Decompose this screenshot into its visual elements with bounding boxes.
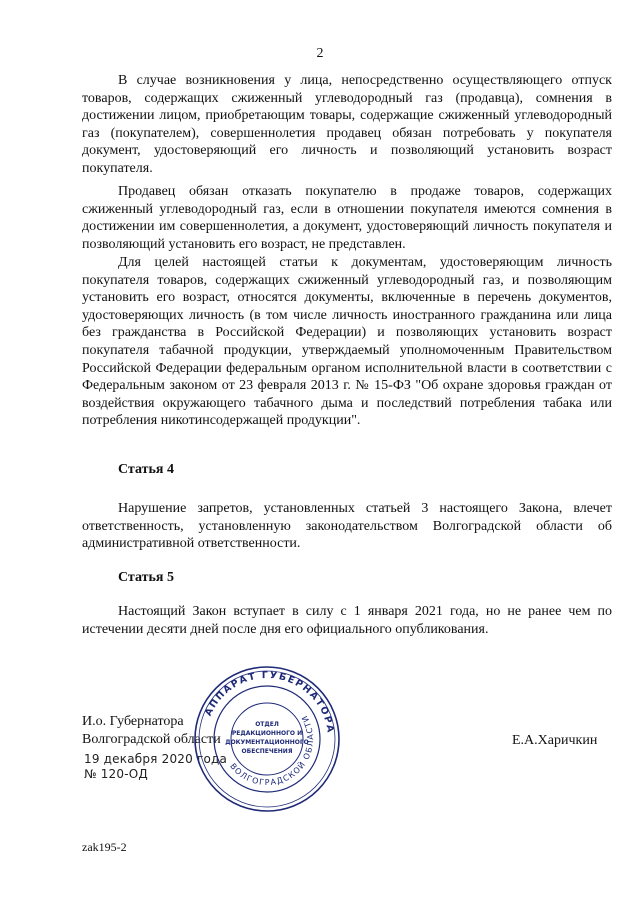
article-4-text: Нарушение запретов, установленных статьей 3 настоящего Закона, влечет ответственность, установленную законодательством Волгоградской области об административной ответственности. (82, 501, 612, 552)
article-5-text: Настоящий Закон вступает в силу с 1 января 2021 года, но не ранее чем по истечении десяти дней после дня его официального опубликования. (82, 604, 612, 637)
paragraph-3: Для целей настоящей статьи к документам, удостоверяющим личность покупателя товаров, содержащих сжиженный углеводородный газ, и позволяющим установить его возраст, относятся документы, включенные в перечень документов, удостоверяющих личность (в том числе личность иностранного гражданина или лица без гражданства в Российской Федерации) и позволяющих установить возраст покупателя табачной продукции, утверждаемый уполномоченным Правительством Российской Федерации федеральным органом исполнительной власти в соответствии с Федеральным законом от 23 февраля 2013 г. № 15-ФЗ "Об охране здоровья граждан от воздействия окружающего табачного дыма и последствий потребления табака или потребления никотинсодержащей продукции". (82, 255, 612, 429)
signatory-name: Е.А.Харичкин (512, 733, 598, 748)
seal-center-line-3: ДОКУМЕНТАЦИОННОГО (225, 739, 309, 746)
seal-center-line-2: РЕДАКЦИОННОГО И (231, 730, 303, 737)
official-seal (192, 664, 342, 814)
document-code: zak195-2 (82, 840, 127, 854)
law-number: № 120-ОД (84, 767, 148, 781)
paragraph-2: Продавец обязан отказать покупателю в продаже товаров, содержащих сжиженный углеводородный газ, если в отношении покупателя имеются сомнения в достижении им совершеннолетия, а документ, удостоверяющий личность покупателя и позволяющий установить его возраст, не представлен. (82, 184, 612, 252)
page-number: 2 (316, 46, 324, 61)
seal-center-line-1: ОТДЕЛ (255, 721, 279, 728)
paragraph-1: В случае возникновения у лица, непосредственно осуществляющего отпуск товаров, содержащих сжиженный углеводородный газ (продавца), сомнения в достижении лицом, приобретающим товары, содержащие сжиженный углеводородный газ (покупателем), совершеннолетия продавец обязан потребовать у покупателя документ, удостоверяющий его личность и позволяющий установить возраст покупателя. (82, 73, 612, 176)
signing-date: 19 декабря 2020 года (84, 752, 228, 766)
article-5-heading: Статья 5 (118, 570, 174, 585)
signatory-title-line-2: Волгоградской области (82, 732, 221, 747)
seal-inner-text: ВОЛГОГРАДСКОЙ ОБЛАСТИ (228, 713, 316, 788)
seal-center-line-4: ОБЕСПЕЧЕНИЯ (241, 748, 293, 755)
article-4-heading: Статья 4 (118, 462, 174, 477)
seal-outer-text: АППАРАТ ГУБЕРНАТОРА (202, 669, 336, 735)
signatory-title-line-1: И.о. Губернатора (82, 714, 184, 729)
